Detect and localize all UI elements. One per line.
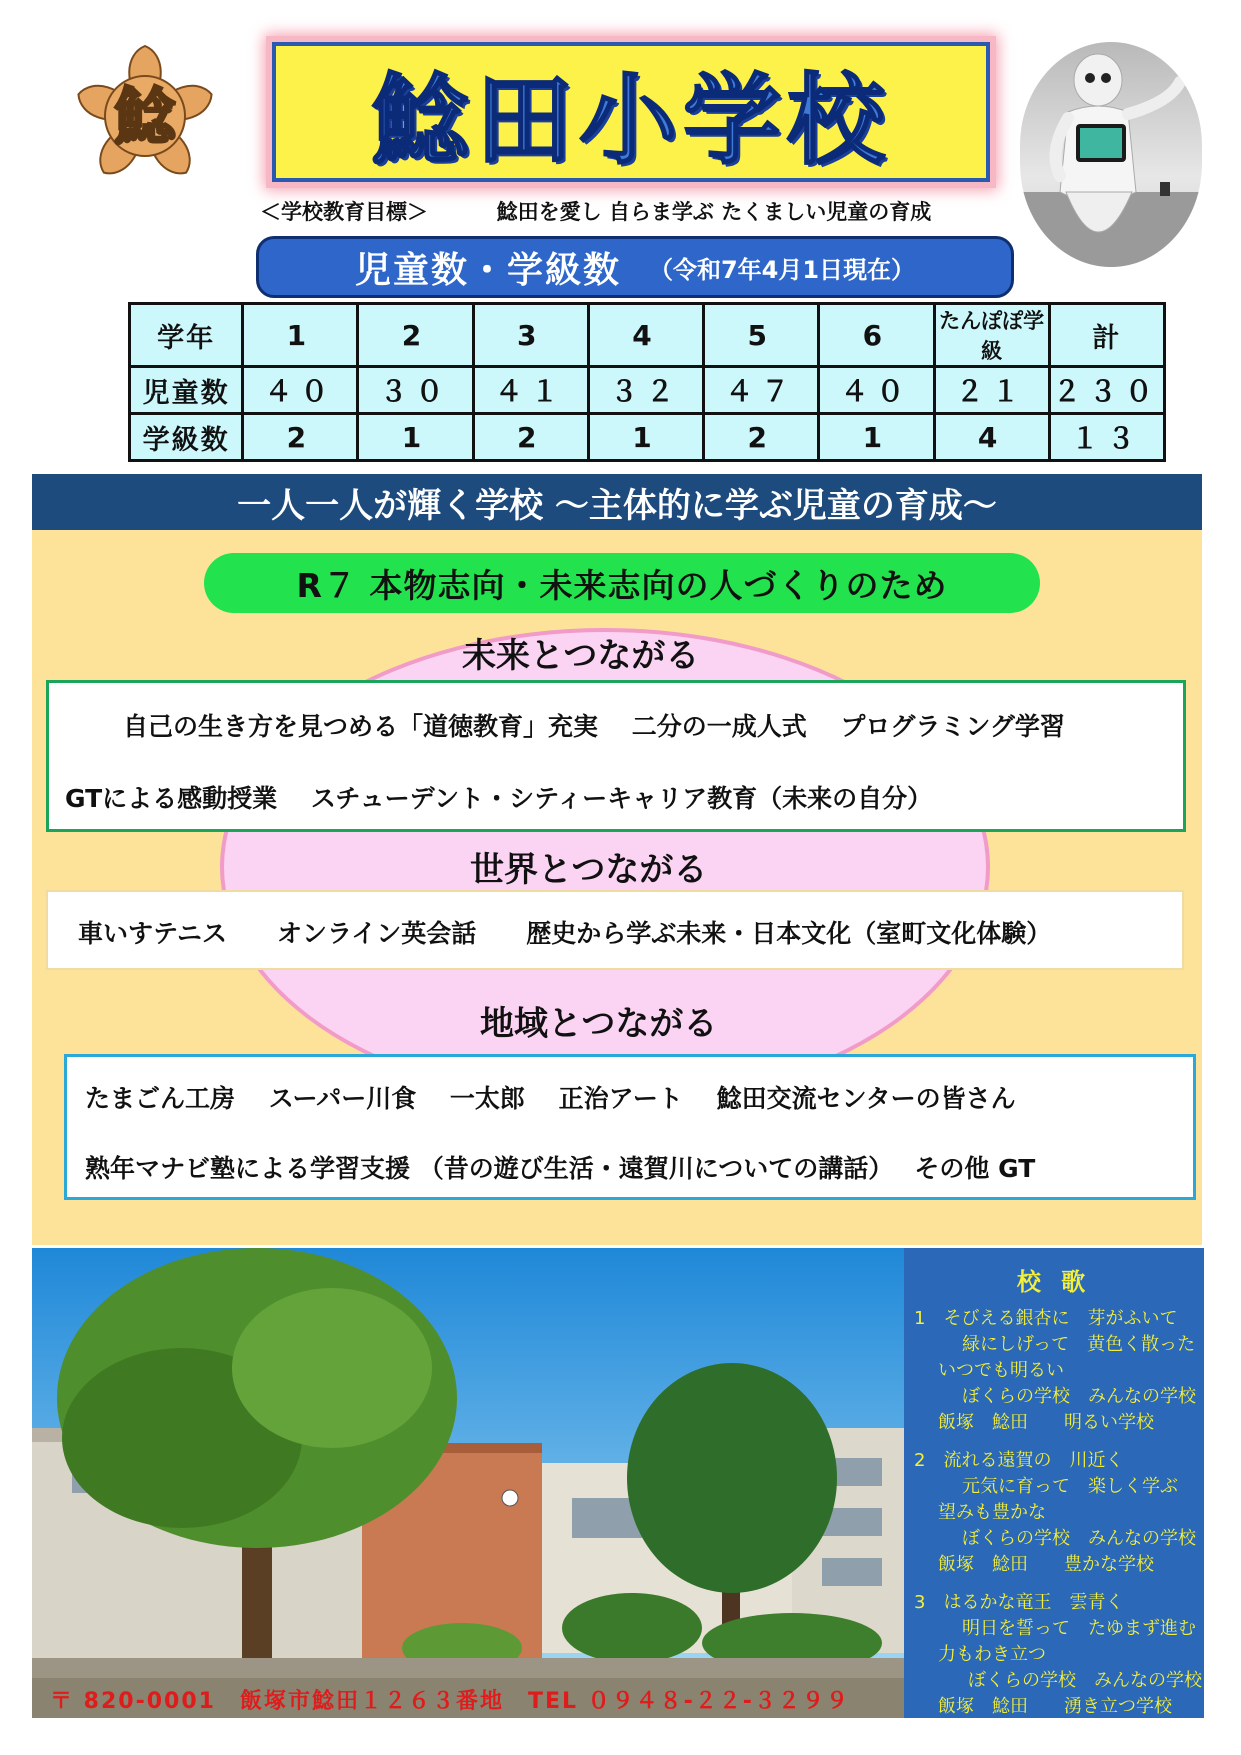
table-cell: ３０	[358, 367, 473, 414]
school-address: 〒 820-0001 飯塚市鯰田１２６３番地 TEL ０９４８-２２-３２９９	[50, 1689, 850, 1714]
song-line: 3 はるかな竜王 雲青く	[914, 1592, 1124, 1613]
school-emblem-logo	[60, 38, 230, 188]
local-line-2: 熟年マナビ塾による学習支援 （昔の遊び生活・遠賀川についての講話） その他 GT	[85, 1154, 1036, 1183]
table-cell: １３	[1049, 414, 1164, 461]
table-cell: 5	[704, 304, 819, 367]
song-line: 望みも豊かな	[938, 1502, 1046, 1523]
table-cell: 学級数	[130, 414, 243, 461]
vision-banner: 一人一人が輝く学校 ～主体的に学ぶ児童の育成～	[32, 474, 1202, 530]
school-song-title: 校 歌	[1016, 1268, 1092, 1296]
song-line: いつでも明るい	[938, 1360, 1064, 1381]
goal-label: ＜学校教育目標＞	[260, 200, 428, 224]
table-cell: 4	[588, 304, 703, 367]
table-cell: 児童数	[130, 367, 243, 414]
table-cell: 1	[358, 414, 473, 461]
song-line: 飯塚 鯰田 豊かな学校	[938, 1554, 1154, 1575]
table-header-row	[130, 304, 1165, 367]
table-cell: 計	[1049, 304, 1164, 367]
song-line: ぼくらの学校 みんなの学校	[962, 1528, 1196, 1549]
table-cell: 2	[704, 414, 819, 461]
song-line: ぼくらの学校 みんなの学校	[962, 1386, 1196, 1407]
local-line-1: たまごん工房 スーパー川食 一太郎 正治アート 鯰田交流センターの皆さん	[85, 1084, 1016, 1113]
robot-photo	[1020, 42, 1202, 267]
song-line: 緑にしげって 黄色く散った	[962, 1334, 1196, 1355]
song-line: 明日を誓って たゆまず進む	[962, 1618, 1196, 1639]
future-activities-box	[46, 680, 1186, 832]
count-header-title: 児童数・学級数	[354, 249, 621, 291]
school-song-panel	[904, 1248, 1204, 1718]
goal-text: 鯰田を愛し 自らま学ぶ たくましい児童の育成	[496, 200, 932, 224]
local-activities-box	[64, 1054, 1196, 1200]
count-header-date: （令和7年4月1日現在）	[648, 255, 916, 284]
table-cell: 1	[819, 414, 934, 461]
future-line-1: 自己の生き方を見つめる「道徳教育」充実 二分の一成人式 プログラミング学習	[123, 712, 1065, 741]
table-cell: 2	[358, 304, 473, 367]
song-line: 1 そびえる銀杏に 芽がふいて	[914, 1308, 1178, 1329]
song-line: 力もわき立つ	[938, 1644, 1046, 1665]
table-cell: ４０	[819, 367, 934, 414]
song-line: 元気に育って 楽しく学ぶ	[962, 1476, 1178, 1497]
table-cell: たんぽぽ学級	[934, 304, 1049, 367]
section-title-local: 地域とつながる	[480, 1004, 718, 1044]
school-title: 鯰田小学校	[370, 62, 891, 178]
world-line-1: 車いすテニス オンライン英会話 歴史から学ぶ未来・日本文化（室町文化体験）	[78, 919, 1052, 948]
student-stats-table	[128, 302, 1166, 462]
song-line: 2 流れる遠賀の 川近く	[914, 1450, 1124, 1471]
section-title-world: 世界とつながる	[470, 850, 708, 890]
table-cell: 4	[934, 414, 1049, 461]
table-cell: ２３０	[1049, 367, 1164, 414]
table-cell: 2	[243, 414, 358, 461]
table-row	[130, 414, 1165, 461]
table-cell: 1	[243, 304, 358, 367]
table-cell: ３２	[588, 367, 703, 414]
world-activities-box	[46, 890, 1184, 970]
table-cell: 学年	[130, 304, 243, 367]
table-cell: ４１	[473, 367, 588, 414]
student-count-header	[256, 236, 1014, 298]
school-building-photo	[32, 1248, 904, 1718]
table-cell: 1	[588, 414, 703, 461]
table-row	[130, 367, 1165, 414]
emblem-character: 鯰	[113, 80, 177, 153]
table-cell: ４０	[243, 367, 358, 414]
table-cell: 6	[819, 304, 934, 367]
future-line-2: GTによる感動授業 スチューデント・シティーキャリア教育（未来の自分）	[65, 784, 933, 813]
table-cell: 3	[473, 304, 588, 367]
song-line: 飯塚 鯰田 湧き立つ学校	[938, 1696, 1172, 1717]
table-cell: 2	[473, 414, 588, 461]
table-cell: ２１	[934, 367, 1049, 414]
song-line: ぼくらの学校 みんなの学校	[968, 1670, 1202, 1691]
song-line: 飯塚 鯰田 明るい学校	[938, 1412, 1154, 1433]
table-cell: ４７	[704, 367, 819, 414]
section-title-future: 未来とつながる	[462, 636, 700, 676]
title-box	[272, 42, 990, 182]
education-goal	[260, 196, 931, 226]
r7-pill: R７ 本物志向・未来志向の人づくりのため	[204, 553, 1040, 613]
